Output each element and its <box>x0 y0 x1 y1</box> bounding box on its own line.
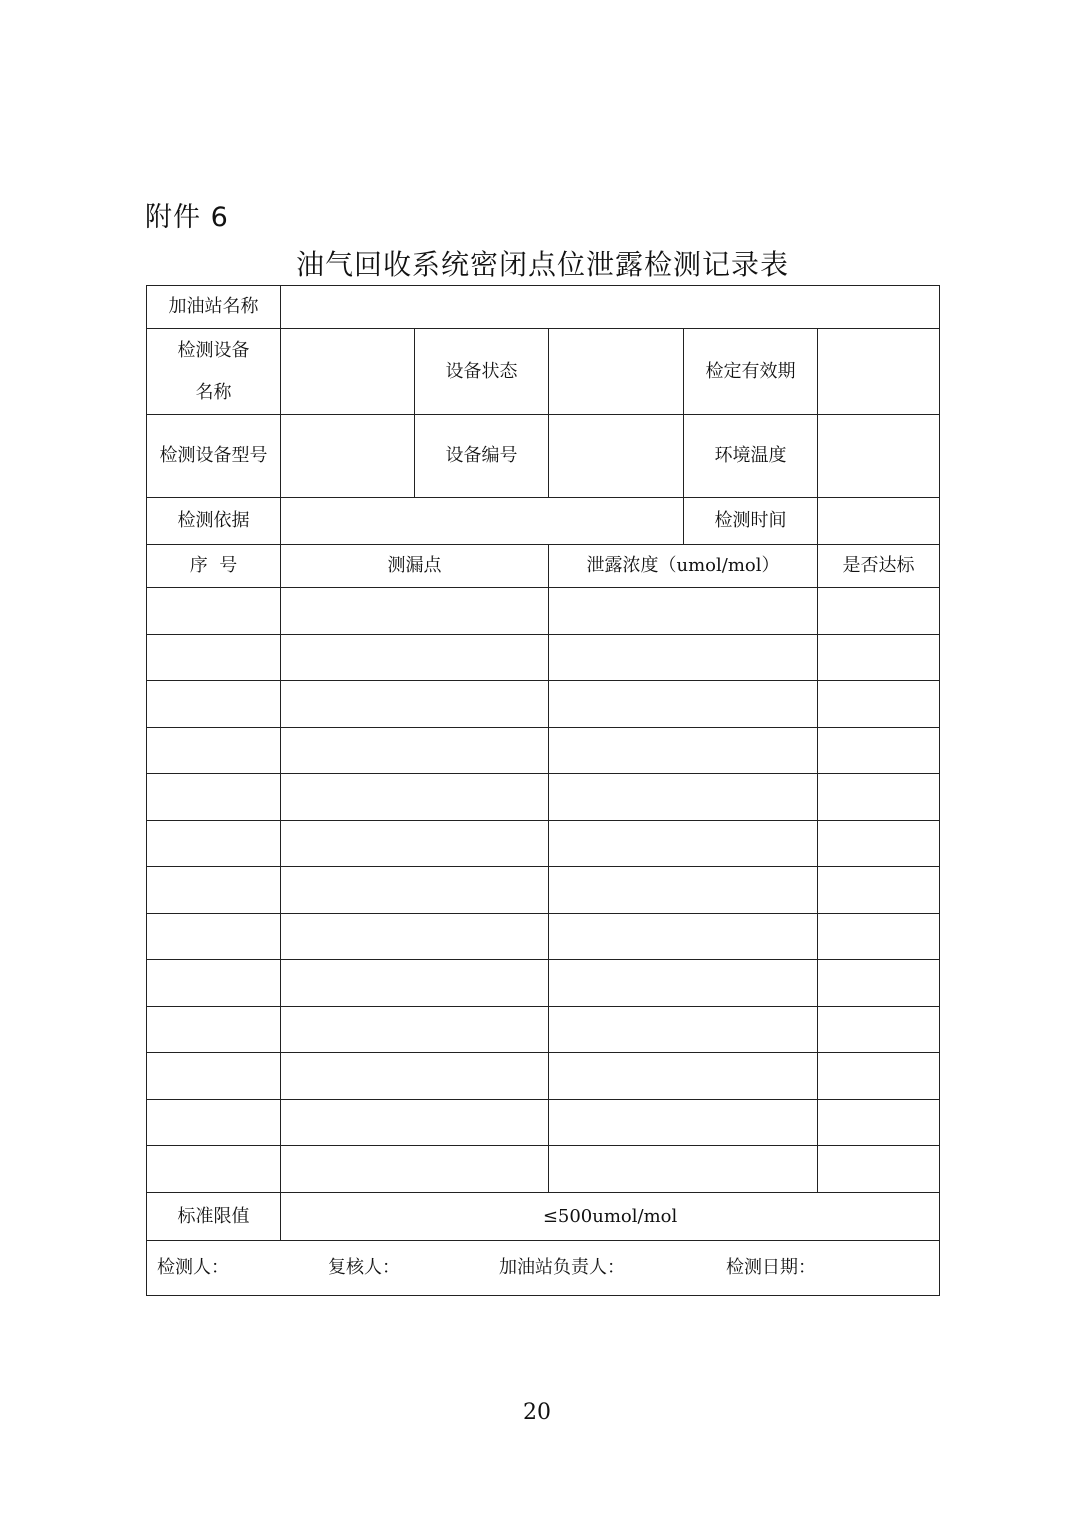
compliant-cell[interactable] <box>818 914 940 960</box>
concentration-cell[interactable] <box>549 1007 818 1053</box>
test-date-field[interactable]: 检测日期： <box>726 1257 816 1279</box>
concentration-cell[interactable] <box>549 867 818 914</box>
leak-point-cell[interactable] <box>281 1053 549 1100</box>
device-number-field[interactable] <box>549 415 684 498</box>
seq-cell[interactable] <box>147 681 281 728</box>
leak-point-cell[interactable] <box>281 821 549 867</box>
table-row <box>147 821 940 867</box>
seq-cell[interactable] <box>147 728 281 774</box>
compliant-cell[interactable] <box>818 1146 940 1193</box>
concentration-cell[interactable] <box>549 774 818 821</box>
leak-point-cell[interactable] <box>281 588 549 635</box>
compliant-cell[interactable] <box>818 1100 940 1146</box>
table-row <box>147 635 940 681</box>
leak-point-cell[interactable] <box>281 681 549 728</box>
device-name-label-line1: 检测设备 <box>177 339 250 361</box>
col-seq-header: 序 号 <box>147 545 281 588</box>
device-model-label: 检测设备型号 <box>147 415 281 498</box>
leak-point-cell[interactable] <box>281 1146 549 1193</box>
reviewer-signature[interactable]: 复核人： <box>328 1257 400 1279</box>
table-row <box>147 588 940 635</box>
seq-cell[interactable] <box>147 1053 281 1100</box>
standard-value: ≤500umol/mol <box>281 1193 940 1241</box>
table-row <box>147 728 940 774</box>
page-number: 20 <box>523 1400 551 1425</box>
station-manager-signature[interactable]: 加油站负责人： <box>499 1257 625 1279</box>
concentration-cell[interactable] <box>549 728 818 774</box>
device-status-field[interactable] <box>549 329 684 415</box>
leak-point-cell[interactable] <box>281 960 549 1007</box>
col-leak-point-header: 测漏点 <box>281 545 549 588</box>
leak-point-cell[interactable] <box>281 867 549 914</box>
station-name-field[interactable] <box>281 286 940 329</box>
station-name-label: 加油站名称 <box>147 286 281 329</box>
leak-point-cell[interactable] <box>281 1100 549 1146</box>
leak-record-table <box>146 285 940 1296</box>
basis-row <box>147 498 940 545</box>
seq-cell[interactable] <box>147 821 281 867</box>
seq-cell[interactable] <box>147 914 281 960</box>
leak-point-cell[interactable] <box>281 728 549 774</box>
compliant-cell[interactable] <box>818 867 940 914</box>
table-row <box>147 914 940 960</box>
ambient-temp-label: 环境温度 <box>684 415 818 498</box>
table-row <box>147 681 940 728</box>
seq-cell[interactable] <box>147 774 281 821</box>
table-row <box>147 1007 940 1053</box>
valid-period-label: 检定有效期 <box>684 329 818 415</box>
concentration-cell[interactable] <box>549 821 818 867</box>
seq-cell[interactable] <box>147 635 281 681</box>
compliant-cell[interactable] <box>818 821 940 867</box>
concentration-cell[interactable] <box>549 1146 818 1193</box>
leak-point-cell[interactable] <box>281 635 549 681</box>
device-number-label: 设备编号 <box>415 415 549 498</box>
seq-cell[interactable] <box>147 867 281 914</box>
table-row <box>147 960 940 1007</box>
compliant-cell[interactable] <box>818 588 940 635</box>
table-row <box>147 867 940 914</box>
valid-period-field[interactable] <box>818 329 940 415</box>
seq-cell[interactable] <box>147 588 281 635</box>
leak-point-cell[interactable] <box>281 914 549 960</box>
device-model-row <box>147 415 940 498</box>
signature-cell <box>147 1241 940 1296</box>
compliant-cell[interactable] <box>818 635 940 681</box>
table-row <box>147 1053 940 1100</box>
ambient-temp-field[interactable] <box>818 415 940 498</box>
attachment-label: 附件 6 <box>145 202 229 233</box>
leak-point-cell[interactable] <box>281 774 549 821</box>
table-row <box>147 1100 940 1146</box>
device-status-label: 设备状态 <box>415 329 549 415</box>
standard-row <box>147 1193 940 1241</box>
leak-point-cell[interactable] <box>281 1007 549 1053</box>
col-compliant-header: 是否达标 <box>818 545 940 588</box>
concentration-cell[interactable] <box>549 960 818 1007</box>
standard-label: 标准限值 <box>147 1193 281 1241</box>
inspector-signature[interactable]: 检测人： <box>157 1257 229 1279</box>
concentration-cell[interactable] <box>549 681 818 728</box>
concentration-cell[interactable] <box>549 1053 818 1100</box>
table-row <box>147 774 940 821</box>
signature-row <box>147 1241 940 1296</box>
device-model-field[interactable] <box>281 415 415 498</box>
seq-cell[interactable] <box>147 1146 281 1193</box>
compliant-cell[interactable] <box>818 960 940 1007</box>
device-name-field[interactable] <box>281 329 415 415</box>
col-concentration-header: 泄露浓度（umol/mol） <box>549 545 818 588</box>
compliant-cell[interactable] <box>818 774 940 821</box>
test-time-field[interactable] <box>818 498 940 545</box>
seq-cell[interactable] <box>147 960 281 1007</box>
concentration-cell[interactable] <box>549 914 818 960</box>
column-header-row <box>147 545 940 588</box>
table-row <box>147 1146 940 1193</box>
form-title: 油气回收系统密闭点位泄露检测记录表 <box>295 248 789 281</box>
compliant-cell[interactable] <box>818 681 940 728</box>
compliant-cell[interactable] <box>818 1007 940 1053</box>
concentration-cell[interactable] <box>549 635 818 681</box>
compliant-cell[interactable] <box>818 728 940 774</box>
device-name-row <box>147 329 940 415</box>
station-name-row <box>147 286 940 329</box>
concentration-cell[interactable] <box>549 1100 818 1146</box>
seq-cell[interactable] <box>147 1100 281 1146</box>
device-name-label <box>147 329 281 415</box>
concentration-cell[interactable] <box>549 588 818 635</box>
seq-cell[interactable] <box>147 1007 281 1053</box>
basis-field[interactable] <box>281 498 684 545</box>
basis-label: 检测依据 <box>147 498 281 545</box>
device-name-label-line2: 名称 <box>195 381 232 403</box>
compliant-cell[interactable] <box>818 1053 940 1100</box>
test-time-label: 检测时间 <box>684 498 818 545</box>
